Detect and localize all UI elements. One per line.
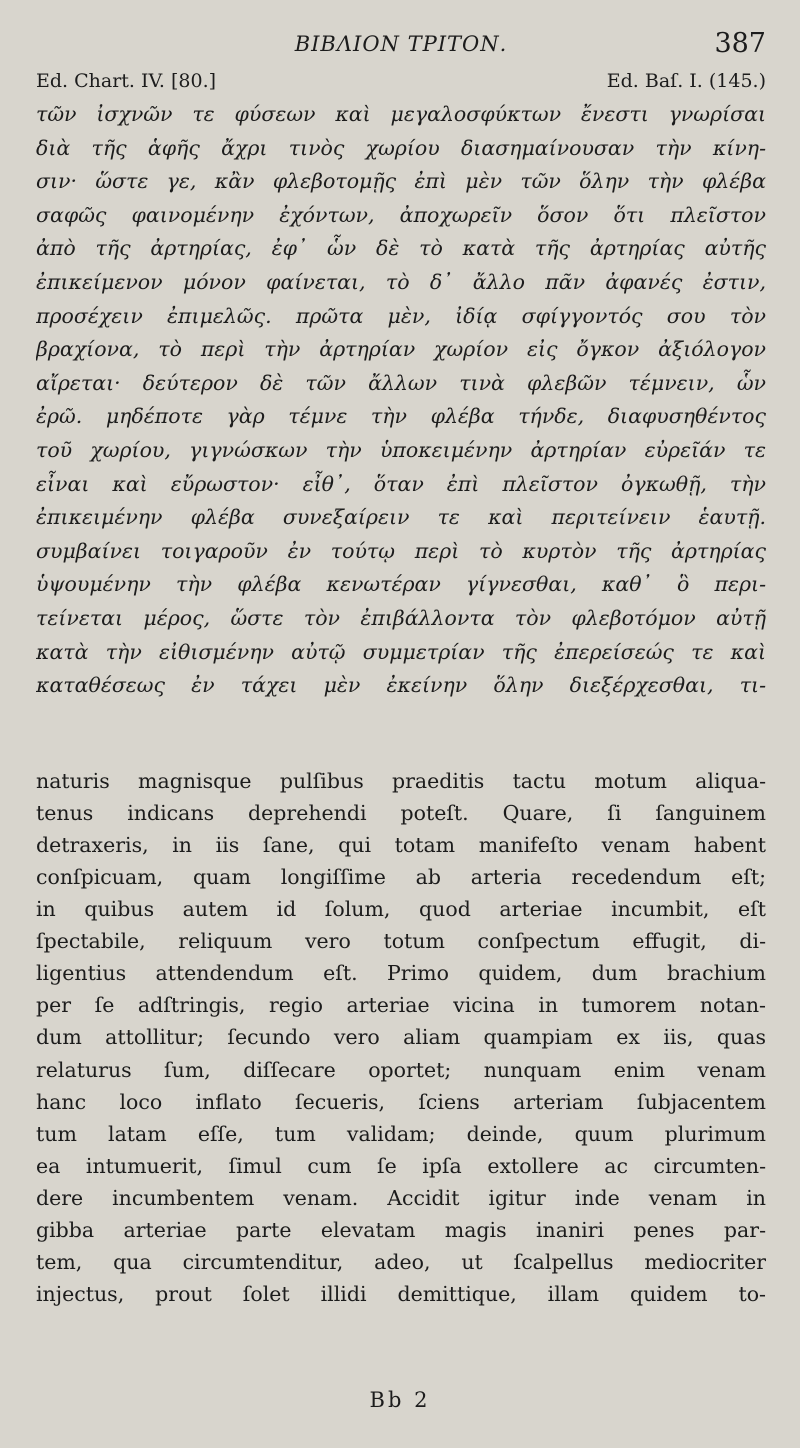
greek-text-line: σιν· ὥστε γε, κἂν φλεβοτομῇς ἐπὶ μὲν τῶν ὅλην τὴν φλέβα xyxy=(36,169,766,194)
greek-text-line: σαφῶς φαινομένην ἐχόντων, ἀποχωρεῖν ὅσον ὅτι πλεῖστον xyxy=(36,202,766,227)
latin-text-line: in quibus autem id ſolum, quod arteriae incumbit, eſt xyxy=(36,897,766,922)
greek-text-line: τῶν ἰσχνῶν τε φύσεων καὶ μεγαλοσφύκτων ἔνεστι γνωρίσαι xyxy=(36,102,766,126)
latin-text-line: conſpicuam, quam longiſſime ab arteria recedendum eſt; xyxy=(36,864,766,889)
latin-text-line: tum latam eſſe, tum validam; deinde, quum plurimum xyxy=(36,1121,766,1146)
greek-text-line: ὑψουμένην τὴν φλέβα κενωτέραν γίγνεσθαι, καθ᾽ ὃ περι- xyxy=(36,572,766,597)
printer-signature-mark: Bb 2 xyxy=(369,1388,431,1412)
greek-text-line: προσέχειν ἐπιμελῶς. πρῶτα μὲν, ἰδίᾳ σφίγγοντός σου τὸν xyxy=(36,303,766,328)
greek-text-line: ἐπικειμένην φλέβα συνεξαίρειν τε καὶ περιτείνειν ἑαυτῇ. xyxy=(36,505,766,530)
greek-text-line: τοῦ χωρίου, γιγνώσκων τὴν ὑποκειμένην ἀρτηρίαν εὐρεῖάν τε xyxy=(36,437,766,462)
edition-reference-basel: Ed. Baſ. I. (145.) xyxy=(606,70,766,92)
greek-text-line: ἐρῶ. μηδέποτε γὰρ τέμνε τὴν φλέβα τήνδε, διαφυσηθέντος xyxy=(36,404,766,429)
greek-text-line: ἐπικείμενον μόνον φαίνεται, τὸ δ᾽ ἄλλο πᾶν ἀφανές ἐστιν, xyxy=(36,269,766,294)
greek-text-line: κατὰ τὴν εἰθισμένην αὐτῷ συμμετρίαν τῆς ἐπερείσεώς τε καὶ xyxy=(36,639,766,664)
latin-text-line: dere incumbentem venam. Accidit igitur inde venam in xyxy=(36,1185,766,1210)
latin-text-line: relaturus ſum, diſſecare oportet; nunquam enim venam xyxy=(36,1057,766,1082)
greek-text-line: εἶναι καὶ εὔρωστον· εἶθ᾽, ὅταν ἐπὶ πλεῖστον ὀγκωθῇ, τὴν xyxy=(36,471,766,496)
greek-text-line: συμβαίνει τοιγαροῦν ἐν τούτῳ περὶ τὸ κυρτὸν τῆς ἀρτηρίας xyxy=(36,538,766,563)
latin-text-line: per ſe adſtringis, regio arteriae vicina in tumorem notan- xyxy=(36,993,766,1018)
running-head xyxy=(36,26,766,66)
page-number: 387 xyxy=(714,28,766,59)
latin-text-line: naturis magnisque pulſibus praeditis tactu motum aliqua- xyxy=(36,768,766,793)
greek-text-line: τείνεται μέρος, ὥστε τὸν ἐπιβάλλοντα τὸν φλεβοτόμον αὐτῇ xyxy=(36,605,766,630)
latin-text-line: hanc loco inflato ſecueris, ſciens arteriam ſubjacentem xyxy=(36,1089,766,1114)
latin-text-block xyxy=(36,765,766,1311)
latin-text-line: detraxeris, in iis ſane, qui totam manifeſto venam habent xyxy=(36,832,766,857)
latin-text-line: tem, qua circumtenditur, adeo, ut ſcalpellus mediocriter xyxy=(36,1250,766,1275)
latin-text-line: ea intumuerit, ſimul cum ſe ipſa extollere ac circumten- xyxy=(36,1153,766,1178)
latin-text-line: dum attollitur; ſecundo vero aliam quampiam ex iis, quas xyxy=(36,1025,766,1050)
greek-text-line: καταθέσεως ἐν τάχει μὲν ἐκείνην ὅλην διεξέρχεσθαι, τι- xyxy=(36,673,766,698)
latin-text-line: gibba arteriae parte elevatam magis inaniri penes par- xyxy=(36,1218,766,1242)
latin-text-line: ſpectabile, reliquum vero totum conſpectum effugit, di- xyxy=(36,929,766,954)
latin-text-line: injectus, prout ſolet illidi demittique, illam quidem to- xyxy=(36,1282,766,1307)
running-title: ΒΙΒΛΙΟΝ ΤΡΙΤΟΝ. xyxy=(294,32,508,56)
latin-text-line: ligentius attendendum eſt. Primo quidem, dum brachium xyxy=(36,961,766,986)
greek-text-line: αἴρεται· δεύτερον δὲ τῶν ἄλλων τινὰ φλεβῶν τέμνειν, ὧν xyxy=(36,370,766,395)
edition-reference-line xyxy=(36,66,766,96)
greek-text-line: διὰ τῆς ἁφῆς ἄχρι τινὸς χωρίου διασημαίνουσαν τὴν κίνη- xyxy=(36,135,766,160)
greek-text-line: βραχίονα, τὸ περὶ τὴν ἀρτηρίαν χωρίον εἰς ὄγκον ἀξιόλογον xyxy=(36,337,766,362)
latin-text-line: tenus indicans deprehendi poteſt. Quare, ſi ſanguinem xyxy=(36,800,766,825)
greek-text-line: ἀπὸ τῆς ἀρτηρίας, ἐφ᾽ ὧν δὲ τὸ κατὰ τῆς ἀρτηρίας αὐτῆς xyxy=(36,236,766,261)
edition-reference-chartier: Ed. Chart. IV. [80.] xyxy=(36,70,217,92)
greek-text-block xyxy=(36,98,766,703)
